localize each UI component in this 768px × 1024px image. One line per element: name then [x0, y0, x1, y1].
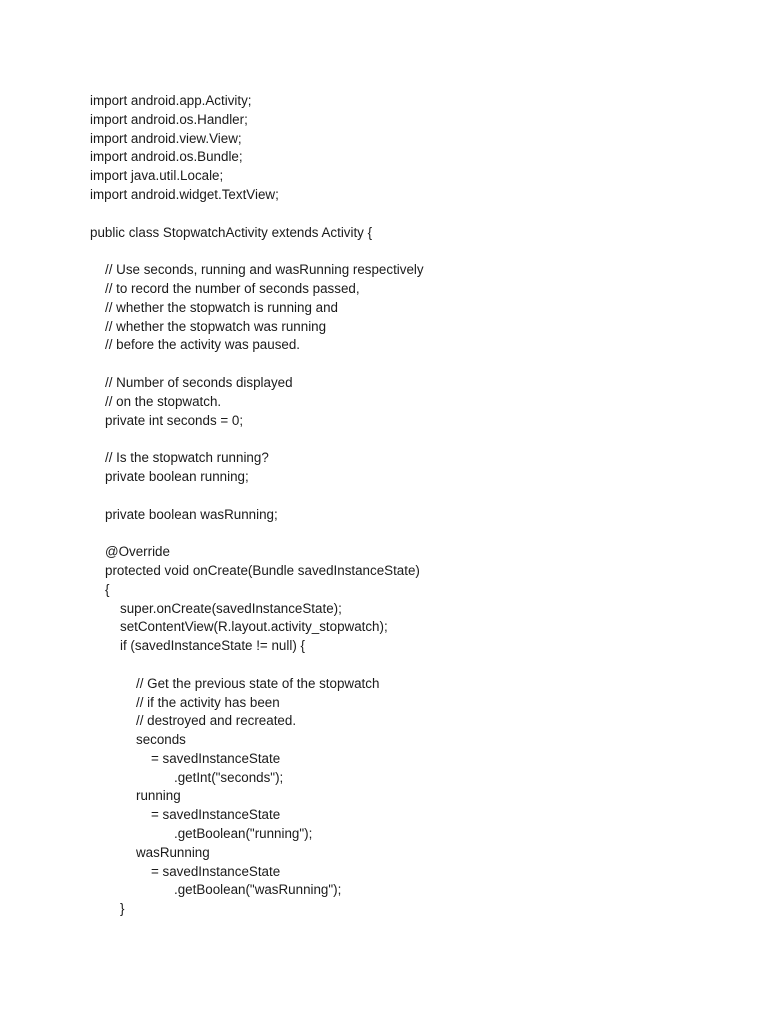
assignment-line: = savedInstanceState — [151, 750, 281, 766]
comment-line: // Is the stopwatch running? — [105, 450, 269, 466]
import-line: import android.app.Activity; — [90, 93, 252, 108]
variable-line: wasRunning — [136, 844, 210, 860]
comment-line: // whether the stopwatch is running and — [105, 299, 338, 315]
method-call-line: .getBoolean("wasRunning"); — [174, 882, 342, 898]
code-listing — [90, 92, 730, 919]
assignment-line: = savedInstanceState — [151, 863, 281, 879]
import-line: import android.os.Handler; — [90, 111, 248, 127]
method-signature: protected void onCreate(Bundle savedInstanceState) — [105, 562, 420, 578]
field-declaration: private boolean wasRunning; — [105, 506, 278, 522]
statement-line: setContentView(R.layout.activity_stopwatch); — [120, 619, 388, 635]
import-line: import android.view.View; — [90, 130, 242, 146]
import-line: import android.widget.TextView; — [90, 186, 279, 202]
statement-line: super.onCreate(savedInstanceState); — [120, 600, 342, 616]
import-line: import android.os.Bundle; — [90, 149, 243, 165]
class-declaration: public class StopwatchActivity extends Activity { — [90, 224, 373, 240]
comment-line: // before the activity was paused. — [105, 337, 301, 353]
method-call-line: .getInt("seconds"); — [174, 769, 284, 785]
if-statement: if (savedInstanceState != null) { — [120, 638, 305, 654]
comment-line: // Use seconds, running and wasRunning respectively — [105, 262, 424, 278]
blank-line — [90, 656, 730, 675]
open-brace: { — [105, 581, 110, 597]
comment-line: // destroyed and recreated. — [136, 713, 297, 729]
blank-line — [90, 524, 730, 543]
blank-line — [90, 242, 730, 261]
blank-line — [90, 355, 730, 374]
comment-line: // Number of seconds displayed — [105, 374, 293, 390]
close-brace: } — [120, 901, 125, 917]
variable-line: running — [136, 788, 181, 804]
method-call-line: .getBoolean("running"); — [174, 826, 313, 842]
comment-line: // to record the number of seconds passed, — [105, 280, 360, 296]
import-line: import java.util.Locale; — [90, 168, 224, 184]
annotation-line: @Override — [105, 544, 170, 560]
blank-line — [90, 430, 730, 449]
blank-line — [90, 205, 730, 224]
comment-line: // on the stopwatch. — [105, 393, 222, 409]
comment-line: // Get the previous state of the stopwatch — [136, 675, 380, 691]
assignment-line: = savedInstanceState — [151, 807, 281, 823]
field-declaration: private int seconds = 0; — [105, 412, 244, 428]
field-declaration: private boolean running; — [105, 468, 249, 484]
blank-line — [90, 487, 730, 506]
variable-line: seconds — [136, 732, 186, 748]
comment-line: // if the activity has been — [136, 694, 280, 710]
comment-line: // whether the stopwatch was running — [105, 318, 327, 334]
